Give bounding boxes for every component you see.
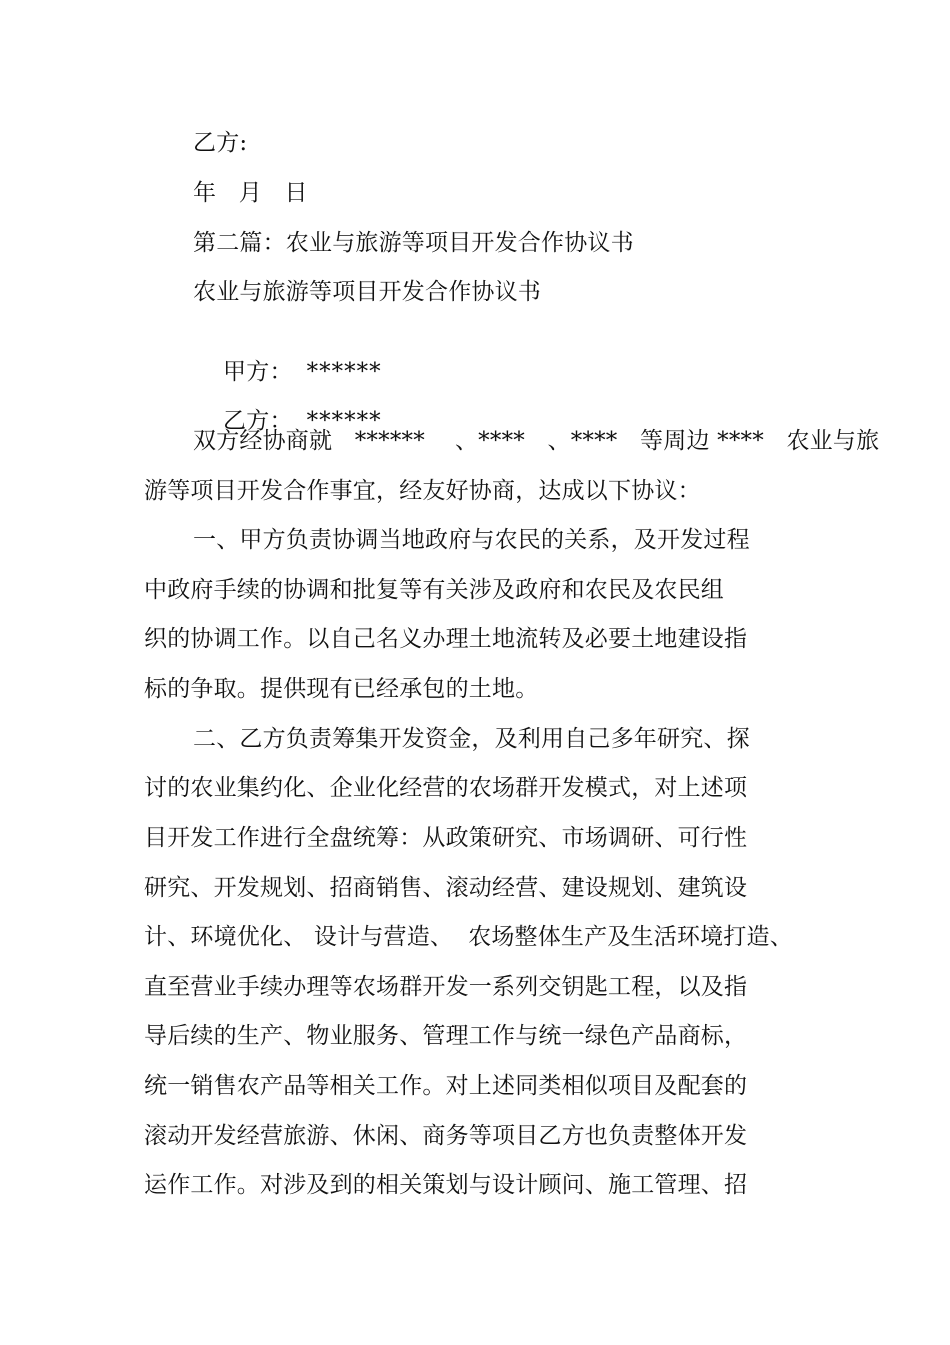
party-a-value: ******: [306, 359, 382, 385]
party-a-label: 甲方：: [223, 359, 293, 385]
paragraph-line: 计、环境优化、 设计与营造、 农场整体生产及生活环境打造、: [144, 924, 793, 950]
paragraph-line: 目开发工作进行全盘统筹：从政策研究、市场调研、可行性: [144, 825, 748, 851]
paragraph-line: 一、甲方负责协调当地政府与农民的关系，及开发过程: [193, 527, 750, 553]
paragraph-line: 滚动开发经营旅游、休闲、商务等项目乙方也负责整体开发: [144, 1123, 748, 1149]
paragraph-line: 标的争取。提供现有已经承包的土地。: [144, 676, 539, 702]
paragraph-line: 研究、开发规划、招商销售、滚动经营、建设规划、建筑设: [144, 875, 748, 901]
agreement-title: 农业与旅游等项目开发合作协议书: [193, 279, 541, 305]
paragraph-line: 双方经协商就 ****** 、**** 、**** 等周边 **** 农业与旅: [193, 428, 880, 454]
paragraph-line: 织的协调工作。以自己名义办理土地流转及必要土地建设指: [144, 626, 748, 652]
paragraph-line: 二、乙方负责筹集开发资金，及利用自己多年研究、探: [193, 726, 750, 752]
party-b-value: ******: [306, 408, 382, 434]
paragraph-line: 运作工作。对涉及到的相关策划与设计顾问、施工管理、招: [144, 1172, 748, 1198]
paragraph-line: 中政府手续的协调和批复等有关涉及政府和农民及农民组: [144, 577, 724, 603]
signature-date-line: 年 月 日: [193, 180, 308, 206]
party-b-label: 乙方：: [223, 408, 293, 434]
paragraph-line: 统一销售农产品等相关工作。对上述同类相似项目及配套的: [144, 1073, 748, 1099]
party-b-signature-label: 乙方:: [193, 130, 248, 156]
paragraph-line: 导后续的生产、物业服务、管理工作与统一绿色产品商标，: [144, 1023, 748, 1049]
paragraph-line: 讨的农业集约化、企业化经营的农场群开发模式，对上述项: [144, 775, 748, 801]
section-heading: 第二篇：农业与旅游等项目开发合作协议书: [193, 230, 634, 256]
paragraph-line: 游等项目开发合作事宜，经友好协商，达成以下协议：: [144, 478, 701, 504]
paragraph-line: 直至营业手续办理等农场群开发一系列交钥匙工程，以及指: [144, 974, 748, 1000]
